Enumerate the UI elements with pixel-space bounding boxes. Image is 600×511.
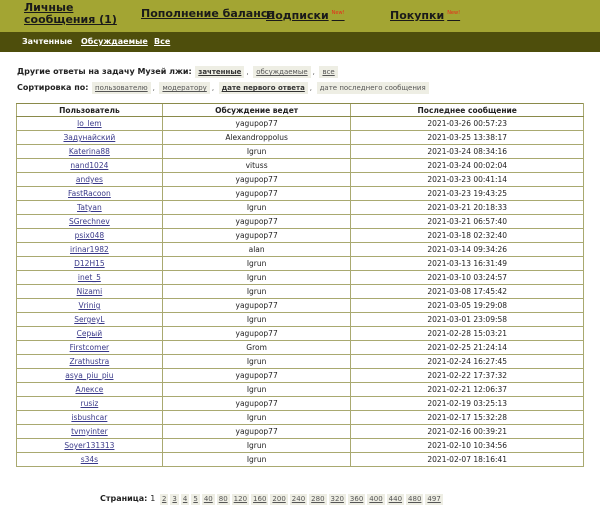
last-message-cell: 2021-02-24 16:27:45 [351, 355, 584, 369]
last-message-cell: 2021-03-18 02:32:40 [351, 229, 584, 243]
user-link[interactable]: irinar1982 [17, 243, 163, 257]
last-message-cell: 2021-03-14 09:34:26 [351, 243, 584, 257]
last-message-cell: 2021-03-23 00:41:14 [351, 173, 584, 187]
last-message-cell: 2021-03-21 06:57:40 [351, 215, 584, 229]
moderator-cell: Igrun [162, 271, 351, 285]
moderator-cell: Igrun [162, 355, 351, 369]
page-link[interactable]: 160 [253, 495, 267, 503]
table-row [17, 117, 584, 131]
sort-by-user[interactable]: пользователю [92, 82, 151, 94]
user-link[interactable]: psix048 [17, 229, 163, 243]
subnav-discussed[interactable]: Обсуждаемые [81, 37, 148, 46]
current-page: 1 [150, 494, 156, 503]
tab-private-messages-line2: сообщения (1) [24, 13, 117, 26]
table-row [17, 145, 584, 159]
moderator-cell: yagupop77 [162, 117, 351, 131]
table-row [17, 201, 584, 215]
last-message-cell: 2021-03-08 17:45:42 [351, 285, 584, 299]
table-row [17, 285, 584, 299]
column-header-moderator[interactable]: Обсуждение ведет [162, 104, 351, 117]
moderator-cell: vituss [162, 159, 351, 173]
separator: , [312, 68, 315, 76]
table-row [17, 369, 584, 383]
user-link[interactable]: nand1024 [17, 159, 163, 173]
table-row [17, 313, 584, 327]
table-row [17, 397, 584, 411]
sub-navigation [0, 32, 600, 52]
user-link[interactable]: asya_piu_piu [17, 369, 163, 383]
moderator-cell: Igrun [162, 201, 351, 215]
user-link[interactable]: Katerina88 [17, 145, 163, 159]
user-link[interactable]: Firstcomer [17, 341, 163, 355]
user-link[interactable]: Soyer131313 [17, 439, 163, 453]
tab-purchases-label: Покупки [390, 9, 445, 22]
tab-purchases[interactable] [390, 8, 460, 21]
page-link[interactable]: 80 [218, 495, 228, 503]
moderator-cell: yagupop77 [162, 215, 351, 229]
last-message-cell: 2021-02-22 17:37:32 [351, 369, 584, 383]
page-link[interactable]: 2 [161, 495, 167, 503]
table-row [17, 131, 584, 145]
table-body [17, 117, 584, 467]
moderator-cell: yagupop77 [162, 425, 351, 439]
moderator-cell: Igrun [162, 439, 351, 453]
last-message-cell: 2021-03-10 03:24:57 [351, 271, 584, 285]
page-link[interactable]: 200 [272, 495, 286, 503]
user-link[interactable]: FastRacoon [17, 187, 163, 201]
user-link[interactable]: andyes [17, 173, 163, 187]
sort-by-last-message-date[interactable]: дате последнего сообщения [317, 82, 429, 94]
user-link[interactable]: D12H15 [17, 257, 163, 271]
user-link[interactable]: Vrinig [17, 299, 163, 313]
tab-subscriptions[interactable] [266, 8, 345, 21]
pagination [100, 494, 444, 505]
page-link[interactable]: 3 [172, 495, 177, 503]
user-link[interactable]: isbushcar [17, 411, 163, 425]
other-answers-filter [17, 66, 339, 78]
other-answers-label: Другие ответы на задачу Музей лжи: [17, 67, 192, 76]
user-link[interactable]: SGrechnev [17, 215, 163, 229]
top-navigation [0, 0, 600, 32]
user-link[interactable]: Задунайский [17, 131, 163, 145]
user-link[interactable]: Серый [17, 327, 163, 341]
last-message-cell: 2021-03-24 08:34:16 [351, 145, 584, 159]
moderator-cell: Igrun [162, 453, 351, 467]
last-message-cell: 2021-03-25 13:38:17 [351, 131, 584, 145]
pagination-label: Страница: [100, 494, 148, 503]
page-link[interactable]: 360 [349, 495, 364, 503]
tab-balance-topup[interactable] [141, 8, 275, 19]
tab-balance-topup-label: Пополнение баланса [141, 7, 275, 20]
moderator-cell: Grom [162, 341, 351, 355]
last-message-cell: 2021-02-21 12:06:37 [351, 383, 584, 397]
user-link[interactable]: s34s [17, 453, 163, 467]
page-link[interactable]: 280 [311, 495, 325, 503]
user-link[interactable]: SergeyL [17, 313, 163, 327]
subnav-accepted[interactable]: Зачтенные [22, 37, 73, 46]
moderator-cell: yagupop77 [162, 173, 351, 187]
new-badge: New! [447, 10, 461, 16]
last-message-cell: 2021-03-13 16:31:49 [351, 257, 584, 271]
filter-accepted[interactable]: зачтенные [195, 66, 244, 78]
tab-private-messages[interactable] [24, 2, 117, 25]
user-link[interactable]: Алексе [17, 383, 163, 397]
page-link[interactable]: 497 [427, 495, 441, 503]
table-row [17, 257, 584, 271]
page-link[interactable]: 440 [388, 495, 403, 503]
last-message-cell: 2021-03-01 23:09:58 [351, 313, 584, 327]
separator: , [246, 68, 249, 76]
last-message-cell: 2021-03-21 20:18:33 [351, 201, 584, 215]
column-header-user[interactable]: Пользователь [17, 104, 163, 117]
table-row [17, 355, 584, 369]
moderator-cell: Igrun [162, 257, 351, 271]
user-link[interactable]: tvmyinter [17, 425, 163, 439]
last-message-cell: 2021-02-28 15:03:21 [351, 327, 584, 341]
last-message-cell: 2021-02-16 00:39:21 [351, 425, 584, 439]
table-row [17, 215, 584, 229]
last-message-cell: 2021-02-10 10:34:56 [351, 439, 584, 453]
page-link[interactable]: 400 [369, 495, 383, 503]
last-message-cell: 2021-03-26 00:57:23 [351, 117, 584, 131]
moderator-cell: yagupop77 [162, 327, 351, 341]
page-link[interactable]: 320 [330, 495, 344, 503]
table-row [17, 229, 584, 243]
moderator-cell: yagupop77 [162, 229, 351, 243]
user-link[interactable]: Nizami [17, 285, 163, 299]
tab-private-messages-line1: Личные [24, 1, 74, 14]
moderator-cell: Igrun [162, 285, 351, 299]
table-row [17, 411, 584, 425]
table-row [17, 271, 584, 285]
last-message-cell: 2021-02-25 21:24:14 [351, 341, 584, 355]
user-link[interactable]: lo_lem [17, 117, 163, 131]
sort-by-first-answer-date[interactable]: дате первого ответа [219, 82, 308, 94]
table-row [17, 299, 584, 313]
last-message-cell: 2021-02-17 15:32:28 [351, 411, 584, 425]
user-link[interactable]: Tatyan [17, 201, 163, 215]
page-link[interactable]: 120 [233, 495, 248, 503]
last-message-cell: 2021-02-19 03:25:13 [351, 397, 584, 411]
user-link[interactable]: Zrathustra [17, 355, 163, 369]
separator: , [211, 84, 215, 92]
last-message-cell: 2021-02-07 18:16:41 [351, 453, 584, 467]
last-message-cell: 2021-03-23 19:43:25 [351, 187, 584, 201]
moderator-cell: Igrun [162, 313, 351, 327]
sort-label: Сортировка по: [17, 83, 89, 92]
table-row [17, 173, 584, 187]
table-row [17, 453, 584, 467]
moderator-cell: alan [162, 243, 351, 257]
table-row [17, 243, 584, 257]
subnav-all[interactable]: Все [154, 37, 171, 46]
table-row [17, 425, 584, 439]
answers-table [16, 103, 584, 467]
table-header-row [17, 104, 584, 117]
table-row [17, 187, 584, 201]
user-link[interactable]: rusiz [17, 397, 163, 411]
moderator-cell: yagupop77 [162, 187, 351, 201]
last-message-cell: 2021-03-05 19:29:08 [351, 299, 584, 313]
page-link[interactable]: 240 [291, 495, 306, 503]
moderator-cell: yagupop77 [162, 397, 351, 411]
moderator-cell: Igrun [162, 411, 351, 425]
table-row [17, 341, 584, 355]
moderator-cell: Igrun [162, 145, 351, 159]
last-message-cell: 2021-03-24 00:02:04 [351, 159, 584, 173]
moderator-cell: Igrun [162, 383, 351, 397]
moderator-cell: Alexandroppolus [162, 131, 351, 145]
filter-all[interactable]: все [319, 66, 337, 78]
sort-by-moderator[interactable]: модератору [159, 82, 209, 94]
page-link[interactable]: 480 [408, 495, 422, 503]
page-link[interactable]: 40 [203, 495, 213, 503]
moderator-cell: yagupop77 [162, 299, 351, 313]
user-link[interactable]: inet_5 [17, 271, 163, 285]
moderator-cell: yagupop77 [162, 369, 351, 383]
separator: , [309, 84, 313, 92]
separator: , [152, 84, 155, 92]
page-link[interactable]: 5 [193, 495, 198, 503]
table-row [17, 383, 584, 397]
tab-subscriptions-label: Подписки [266, 9, 329, 22]
table-row [17, 159, 584, 173]
filter-discussed[interactable]: обсуждаемые [253, 66, 310, 78]
table-row [17, 439, 584, 453]
table-row [17, 327, 584, 341]
sort-options [17, 82, 430, 94]
column-header-last-message[interactable]: Последнее сообщение [351, 104, 584, 117]
page-link[interactable]: 4 [182, 495, 188, 503]
new-badge: New! [331, 10, 345, 16]
